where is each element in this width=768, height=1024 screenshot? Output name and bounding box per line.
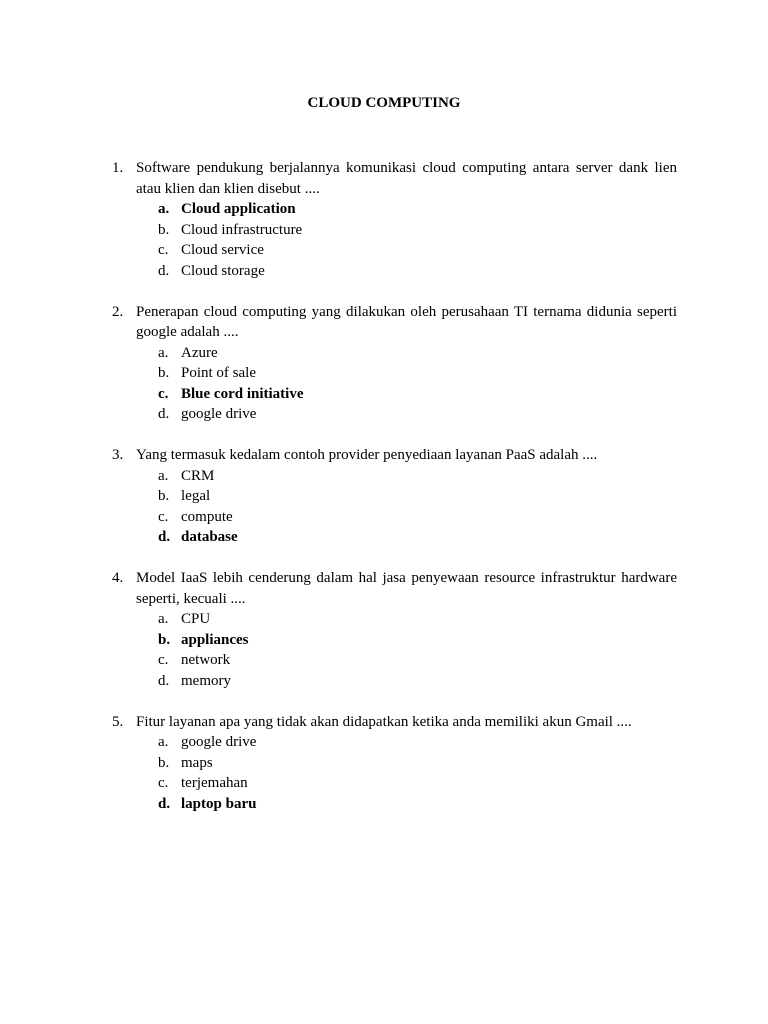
option-letter: a.: [158, 734, 169, 750]
question-number: 4.: [112, 570, 124, 586]
option-text: compute: [181, 508, 233, 525]
answer-option: [112, 466, 677, 487]
option-text: appliances: [181, 631, 249, 648]
option-text: Point of sale: [181, 365, 256, 381]
option-letter: d.: [158, 529, 171, 545]
question-number: 5.: [112, 713, 124, 730]
question-text: Yang termasuk kedalam contoh provider penyediaan layanan PaaS adalah ....: [136, 447, 598, 463]
answer-option: [112, 240, 677, 261]
option-text: network: [181, 652, 231, 668]
answer-options: [112, 732, 677, 814]
option-letter: b.: [158, 488, 170, 504]
option-text: database: [181, 529, 238, 545]
option-letter: d.: [158, 672, 170, 689]
answer-option: [112, 609, 677, 630]
option-letter: b.: [158, 631, 171, 648]
answer-options: [112, 343, 677, 425]
question-text: Model IaaS lebih cenderung dalam hal jasa penyewaan resource infrastruktur hardware seperti, kecuali ....: [136, 570, 677, 607]
option-text: memory: [181, 672, 231, 689]
option-text: google drive: [181, 734, 257, 750]
answer-option: [112, 671, 677, 692]
answer-option: [112, 773, 677, 794]
option-text: Azure: [181, 344, 218, 361]
option-letter: b.: [158, 365, 170, 381]
option-letter: d.: [158, 262, 170, 279]
answer-option: [112, 363, 677, 384]
answer-option-correct: [112, 199, 677, 220]
answer-option: [112, 486, 677, 507]
answer-options: [112, 199, 677, 281]
question-text: Fitur layanan apa yang tidak akan didapatkan ketika anda memiliki akun Gmail ....: [136, 713, 632, 730]
option-text: Cloud infrastructure: [181, 221, 303, 238]
option-letter: a.: [158, 467, 169, 484]
option-text: Cloud application: [181, 201, 296, 217]
option-letter: b.: [158, 221, 170, 238]
answer-option: [112, 261, 677, 282]
answer-option-correct: [112, 630, 677, 651]
question-item: [112, 568, 677, 691]
option-text: legal: [181, 488, 211, 504]
option-letter: c.: [158, 775, 169, 791]
answer-option: [112, 753, 677, 774]
option-letter: c.: [158, 385, 169, 402]
option-text: maps: [181, 754, 213, 771]
option-letter: d.: [158, 406, 170, 422]
answer-option: [112, 732, 677, 753]
question-item: [112, 158, 677, 281]
option-letter: c.: [158, 652, 169, 668]
question-item: [112, 302, 677, 425]
answer-option-correct: [112, 527, 677, 548]
option-letter: c.: [158, 242, 169, 258]
option-text: google drive: [181, 406, 257, 422]
answer-option: [112, 650, 677, 671]
option-text: CPU: [181, 611, 211, 627]
document-title: CLOUD COMPUTING: [307, 95, 461, 111]
question-number: 2.: [112, 303, 124, 320]
option-letter: a.: [158, 344, 169, 361]
answer-option-correct: [112, 794, 677, 815]
option-letter: c.: [158, 508, 169, 525]
option-text: CRM: [181, 467, 215, 484]
question-text: Software pendukung berjalannya komunikasi cloud computing antara server dank lien atau klien dan klien disebut ....: [136, 160, 677, 197]
option-text: laptop baru: [181, 795, 257, 812]
question-number: 1.: [112, 160, 124, 176]
question-text: Penerapan cloud computing yang dilakukan oleh perusahaan TI ternama didunia seperti google adalah ....: [136, 303, 677, 340]
option-letter: a.: [158, 201, 170, 217]
option-text: terjemahan: [181, 775, 248, 791]
answer-options: [112, 609, 677, 691]
answer-options: [112, 466, 677, 548]
answer-option-correct: [112, 384, 677, 405]
answer-option: [112, 404, 677, 425]
option-text: Blue cord initiative: [181, 385, 304, 402]
option-letter: b.: [158, 754, 170, 771]
question-item: [112, 712, 677, 815]
question-item: [112, 445, 677, 548]
option-text: Cloud storage: [181, 262, 265, 279]
question-number: 3.: [112, 447, 124, 463]
answer-option: [112, 343, 677, 364]
option-letter: a.: [158, 611, 169, 627]
question-list: [112, 158, 677, 835]
option-text: Cloud service: [181, 242, 264, 258]
option-letter: d.: [158, 795, 171, 812]
answer-option: [112, 220, 677, 241]
answer-option: [112, 507, 677, 528]
